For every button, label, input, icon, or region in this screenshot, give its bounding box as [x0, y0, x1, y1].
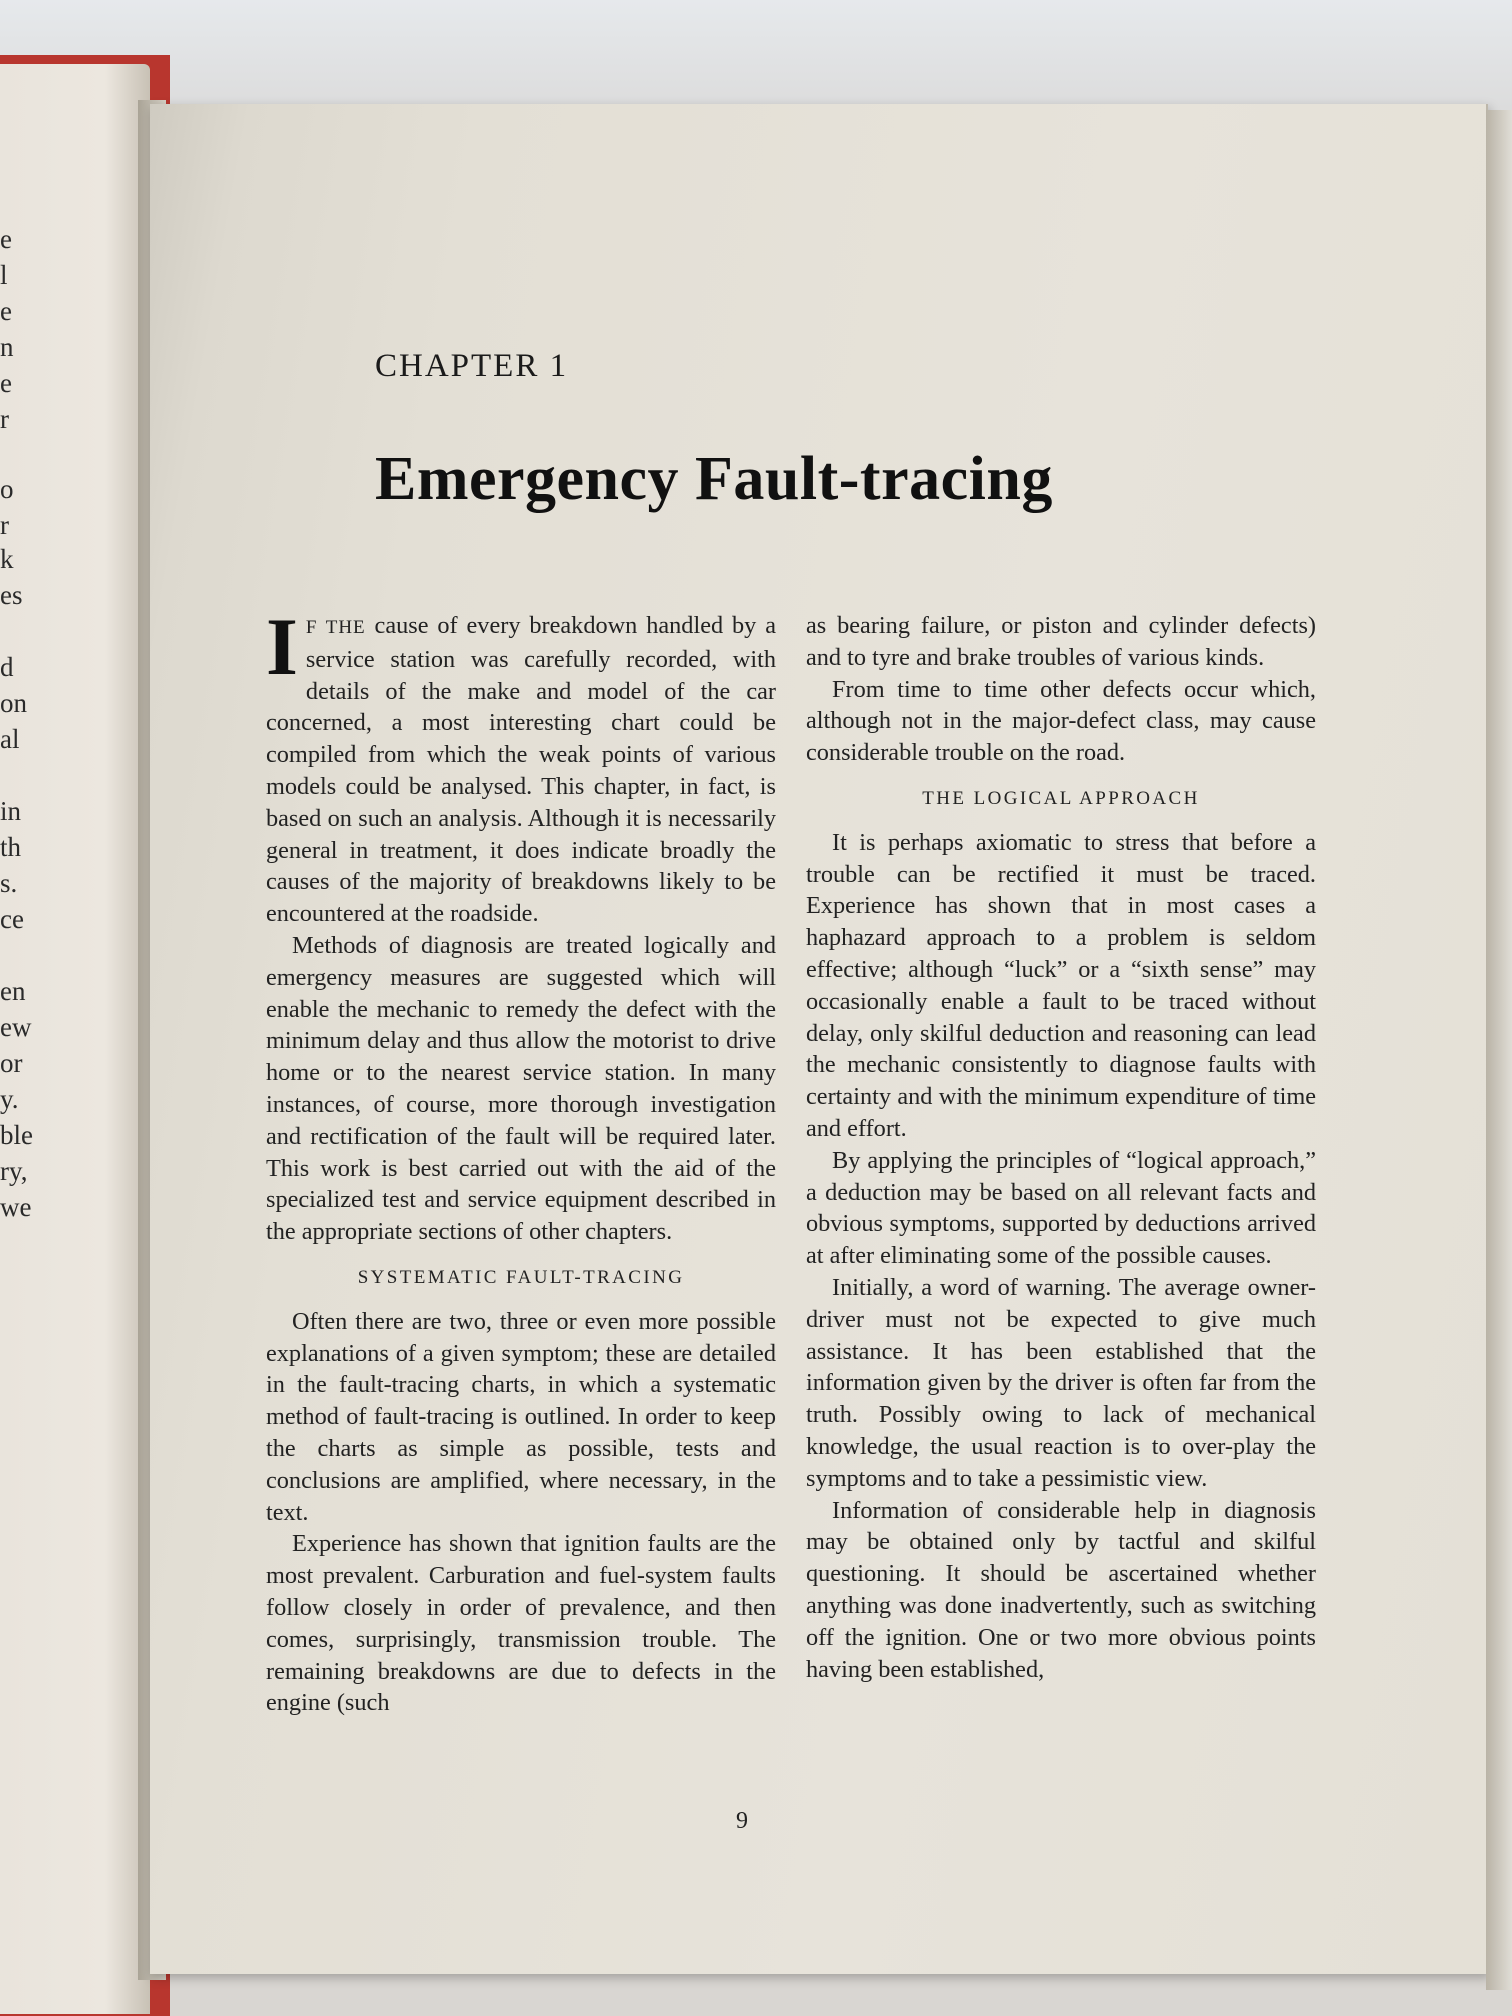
- left-page: [0, 64, 150, 2014]
- left-page-text-fragment: en: [0, 976, 26, 1006]
- left-page-text-fragment: l: [0, 260, 8, 290]
- left-page-text-fragment: e: [0, 368, 12, 398]
- paragraph: From time to time other defects occur which, although not in the major-defect class, may cause considerable trouble on the road.: [806, 675, 1316, 767]
- page-number: 9: [736, 1808, 748, 1834]
- left-page-text-fragment: or: [0, 1048, 23, 1078]
- paragraph-text: cause of every breakdown handled by a service station was carefully recorded, with details of the make and model of the car concerned, a most interesting chart could be compiled from which the weak points of various models could be analysed. This chapter, in fact, is based on such an analysis. Although it is necessarily general in treatment, it does indicate broadly the causes of the majority of breakdowns likely to be encountered at the roadside.: [266, 612, 776, 928]
- left-column: [266, 601, 776, 1719]
- left-page-text-fragment: r: [0, 510, 9, 540]
- right-column: [806, 610, 1316, 1685]
- paragraph: Information of considerable help in diagnosis may be obtained only by tactful and skilful questioning. It should be ascertained whether anything was done inadvertently, such as switching off the ignition. One or two more obvious points having been established,: [806, 1496, 1316, 1683]
- paragraph: Initially, a word of warning. The average owner-driver must not be expected to give much assistance. It has been established that the information given by the driver is often far from the truth. Possibly owing to lack of mechanical knowledge, the usual reaction is to over-play the symptoms and to take a pessimistic view.: [806, 1273, 1316, 1492]
- chapter-label: CHAPTER 1: [375, 348, 569, 384]
- paragraph: It is perhaps axiomatic to stress that before a trouble can be rectified it must be traced. Experience has shown that in most cases a haphazard approach to a problem is seldom effective; although “luck” or a “sixth sense” may occasionally enable a fault to be traced without delay, only skilful deduction and reasoning can lead the mechanic consistently to diagnose faults with certainty and with the minimum expenditure of time and effort.: [806, 828, 1316, 1142]
- page-content: [266, 104, 1472, 1974]
- section-heading: SYSTEMATIC FAULT-TRACING: [357, 1266, 685, 1288]
- paragraph: Experience has shown that ignition faults are the most prevalent. Carburation and fuel-system faults follow closely in order of prevalence, and then comes, surprisingly, transmission trouble. The remaining breakdowns are due to defects in the engine (such: [266, 1530, 776, 1717]
- left-page-text-fragment: ce: [0, 904, 24, 934]
- left-page-text-fragment: al: [0, 724, 20, 754]
- section-heading: THE LOGICAL APPROACH: [922, 787, 1200, 809]
- background: [0, 0, 1512, 110]
- left-page-text-fragment: es: [0, 580, 23, 610]
- paragraph: Methods of diagnosis are treated logically and emergency measures are suggested which will enable the mechanic to remedy the defect with the minimum delay and thus allow the motorist to drive home or to the nearest service station. In many instances, of course, more thorough investigation and rectification of the fault will be required later. This work is best carried out with the aid of the specialized test and service equipment described in the appropriate sections of other chapters.: [266, 931, 776, 1246]
- paragraph: Often there are two, three or even more possible explanations of a given symptom; these are detailed in the fault-tracing charts, in which a systematic method of fault-tracing is outlined. In order to keep the charts as simple as possible, tests and conclusions are amplified, where necessary, in the text.: [266, 1307, 776, 1526]
- paragraph: as bearing failure, or piston and cylinder defects) and to tyre and brake troubles of various kinds.: [806, 612, 1316, 671]
- chapter-title: Emergency Fault-tracing: [375, 445, 1053, 513]
- left-page-text-fragment: y.: [0, 1084, 19, 1114]
- left-page-text-fragment: s.: [0, 868, 18, 898]
- left-page-text-fragment: e: [0, 224, 12, 254]
- left-page-text-fragment: k: [0, 544, 14, 574]
- left-page-text-fragment: in: [0, 796, 22, 826]
- right-page: [150, 104, 1488, 1974]
- left-page-text-fragment: on: [0, 688, 27, 718]
- left-page-text-fragment: ry,: [0, 1156, 28, 1186]
- page-edge: [1486, 110, 1512, 1990]
- left-page-text-fragment: d: [0, 652, 14, 682]
- left-page-text-fragment: r: [0, 404, 9, 434]
- left-page-text-fragment: ew: [0, 1012, 32, 1042]
- left-page-text-fragment: e: [0, 296, 12, 326]
- left-page-text-fragment: n: [0, 332, 14, 362]
- left-page-text-fragment: we: [0, 1192, 32, 1222]
- paragraph: By applying the principles of “logical approach,” a deduction may be based on all relevant facts and obvious symptoms, supported by deductions arrived at after eliminating some of the possible causes.: [806, 1146, 1316, 1270]
- smallcaps-opening: F THE: [305, 617, 366, 638]
- left-page-text-fragment: ble: [0, 1120, 33, 1150]
- drop-cap: I: [266, 601, 298, 692]
- left-page-text-fragment: th: [0, 832, 22, 862]
- left-page-text-fragment: o: [0, 474, 14, 504]
- paragraph: [266, 601, 776, 930]
